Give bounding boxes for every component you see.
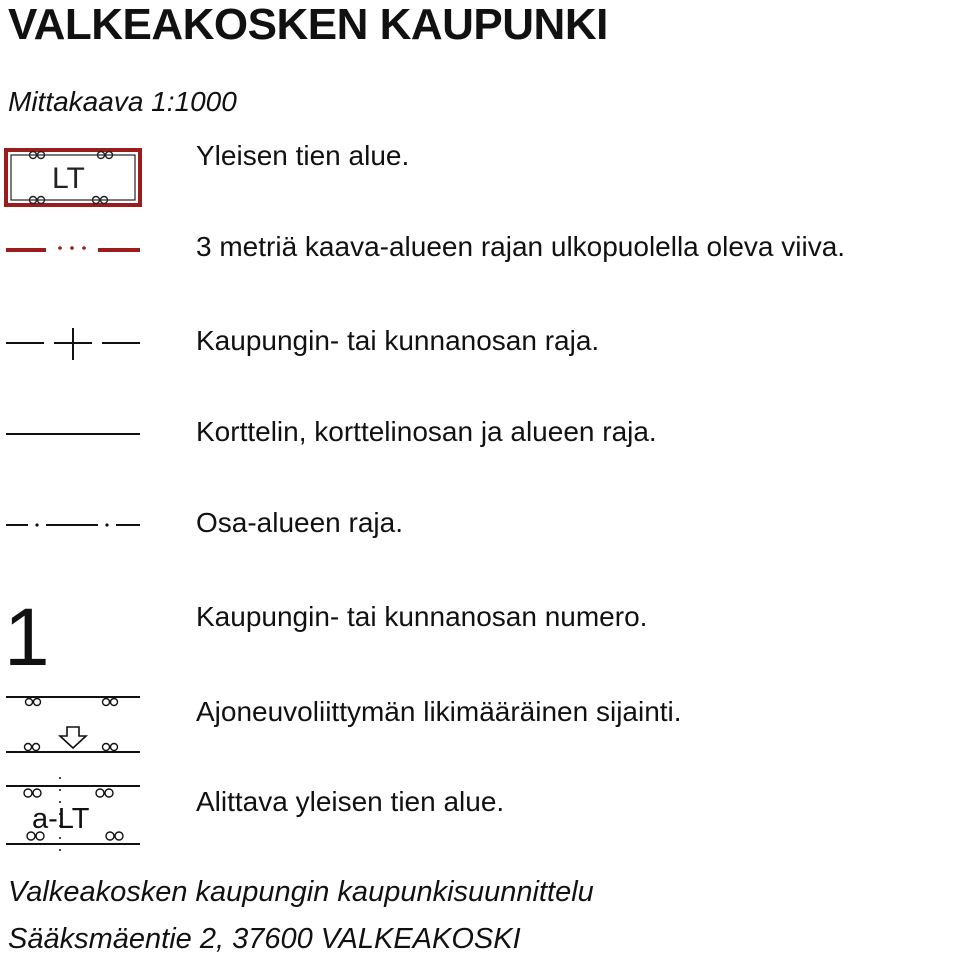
footer-address: Sääksmäentie 2, 37600 VALKEAKOSKI xyxy=(8,923,521,955)
underpass-area-code: a-LT xyxy=(32,803,90,835)
legend-description: Yleisen tien alue. xyxy=(196,140,410,171)
legend-description: Kaupungin- tai kunnanosan raja. xyxy=(196,325,600,356)
solid-line-icon xyxy=(0,389,150,479)
legend-description: Ajoneuvoliittymän likimääräinen sijainti. xyxy=(196,696,682,727)
underpass-road-area-icon xyxy=(0,772,150,862)
district-border-cross-line-icon xyxy=(0,298,150,388)
legend-description: Alittava yleisen tien alue. xyxy=(196,786,505,817)
vehicle-access-arrow-icon xyxy=(0,680,150,770)
legend-description: Osa-alueen raja. xyxy=(196,507,404,538)
footer-organization: Valkeakosken kaupungin kaupunkisuunnittelu xyxy=(8,876,594,908)
lt-area-code: LT xyxy=(52,162,85,195)
map-scale-label: Mittakaava 1:1000 xyxy=(8,86,237,117)
district-number-icon xyxy=(0,590,150,683)
district-number-sample: 1 xyxy=(4,592,50,683)
legend-description: Kaupungin- tai kunnanosan numero. xyxy=(196,601,648,632)
legend-description: Korttelin, korttelinosan ja alueen raja. xyxy=(196,416,657,447)
legend-description: 3 metriä kaava-alueen rajan ulkopuolella oleva viiva. xyxy=(196,231,846,262)
map-legend-title: VALKEAKOSKEN KAUPUNKI xyxy=(8,0,608,49)
red-dashed-dotted-line-icon xyxy=(0,205,150,295)
dash-dot-line-icon xyxy=(0,480,150,570)
